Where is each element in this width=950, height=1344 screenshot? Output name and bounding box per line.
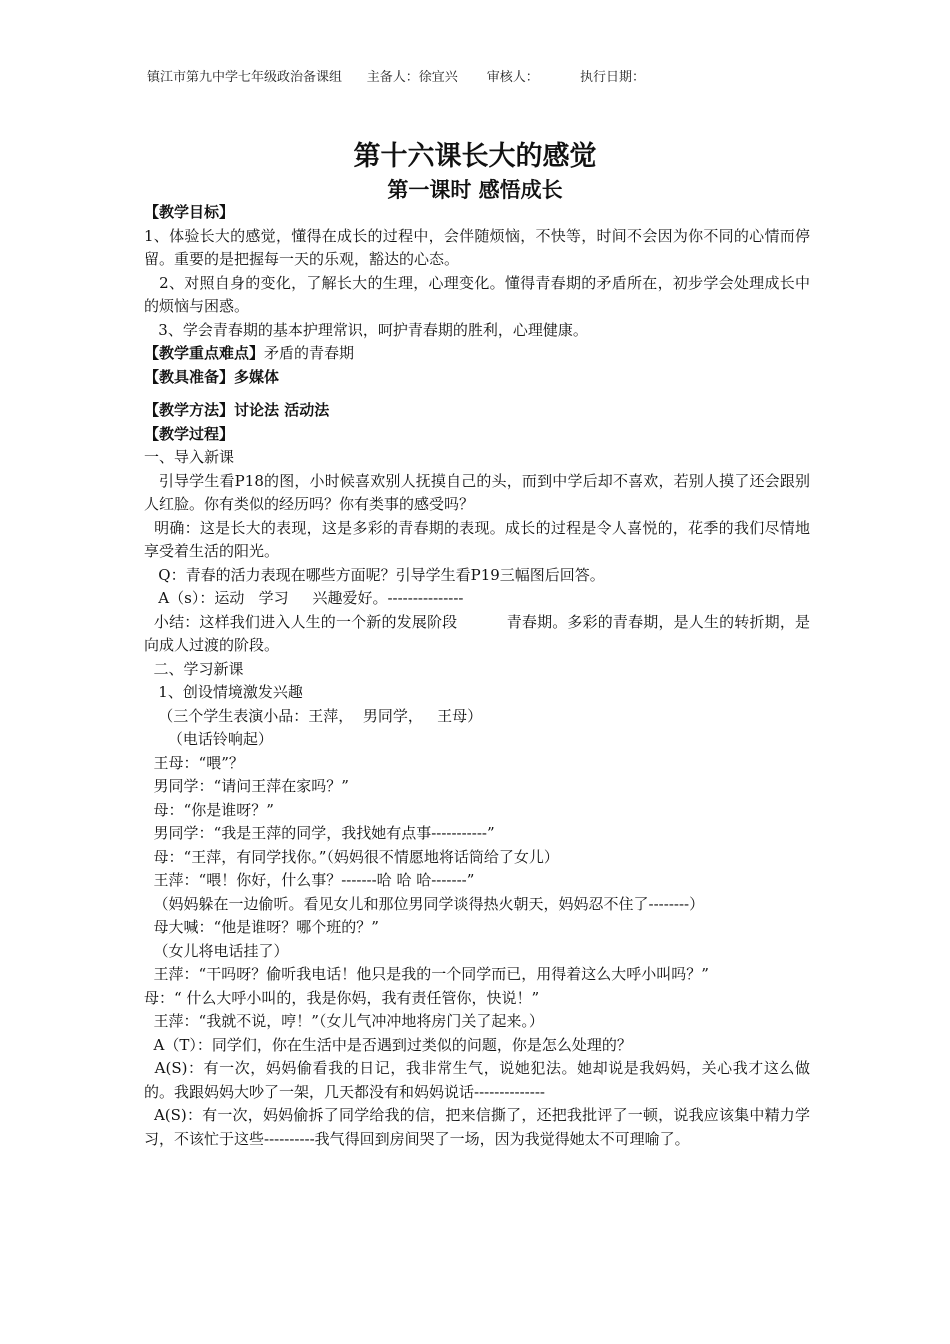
skit-intro: （三个学生表演小品：王萍， 男同学， 王母）: [144, 706, 483, 725]
dialogue-line: 母：“你是谁呀？”: [144, 800, 274, 819]
methods-line: 【教学方法】讨论法 活动法: [144, 401, 330, 419]
dialogue-line: 男同学：“我是王萍的同学，我找她有点事-----------”: [144, 824, 495, 842]
section-2-heading: 二、学习新课: [144, 659, 244, 678]
lesson-body: [144, 201, 810, 1151]
process-heading: 【教学过程】: [144, 424, 235, 443]
spacer: [144, 389, 810, 399]
student-answer: A(S)：有一次，妈妈偷看我的日记，我非常生气，说她犯法。她却说是我妈妈，关心我才这么做的。我跟妈妈大吵了一架，几天都没有和妈妈说话--------------: [144, 1059, 810, 1101]
dialogue-line: 王萍：“喂！你好，什么事？-------哈 哈 哈-------”: [144, 871, 475, 889]
lesson-title: 第十六课长大的感觉: [353, 141, 597, 172]
dialogue-line: （女儿将电话挂了）: [144, 941, 289, 960]
intro-paragraph: 引导学生看P18的图，小时候喜欢别人抚摸自己的头，而到中学后却不喜欢，若别人摸了还会跟别人红脸。你有类似的经历吗？你有类事的感受吗？: [144, 471, 811, 513]
dialogue-line: （妈妈躲在一边偷听。看见女儿和那位男同学谈得热火朝天，妈妈忍不住了--------）: [144, 894, 705, 913]
teacher-question: A（T）：同学们，你在生活中是否遇到过类似的问题，你是怎么处理的？: [144, 1035, 632, 1054]
student-answer: A(S)：有一次，妈妈偷拆了同学给我的信，把来信撕了，还把我批评了一顿，说我应该集中精力学习，不该忙于这些----------我气得回到房间哭了一场，因为我觉得她太不可理喻了。: [144, 1106, 810, 1148]
dialogue-line: 王萍：“干吗呀？偷听我电话！他只是我的一个同学而已，用得着这么大呼小叫吗？”: [144, 965, 709, 983]
question-line: Q：青春的活力表现在哪些方面呢？引导学生看P19三幅图后回答。: [144, 565, 605, 584]
subsection-1-heading: 1、创设情境激发兴趣: [144, 683, 303, 701]
goal-2: 2、对照自身的变化，了解长大的生理，心理变化。懂得青春期的矛盾所在，初步学会处理成长中的烦恼与困惑。: [144, 273, 810, 315]
dialogue-line: 母：“ 什么大呼小叫的，我是你妈，我有责任管你，快说！”: [144, 988, 540, 1007]
goal-1: 1、体验长大的感觉，懂得在成长的过程中，会伴随烦恼，不快等，时间不会因为你不同的心情而停留。重要的是把握每一天的乐观，豁达的心态。: [144, 226, 810, 268]
focus-line: [144, 342, 810, 366]
focus-heading: 【教学重点难点】: [144, 344, 265, 362]
lesson-subtitle: 第一课时 感悟成长: [387, 178, 563, 202]
dialogue-line: 母：“王萍，有同学找你。”（妈妈很不情愿地将话筒给了女儿）: [144, 847, 559, 866]
goal-3: 3、学会青春期的基本护理常识，呵护青春期的胜利，心理健康。: [144, 320, 588, 339]
dialogue-line: 王萍：“我就不说，哼！”（女儿气冲冲地将房门关了起来。）: [144, 1012, 544, 1030]
focus-text: 矛盾的青春期: [264, 344, 355, 362]
section-1-heading: 一、导入新课: [144, 448, 235, 466]
clarify-paragraph: 明确：这是长大的表现，这是多彩的青春期的表现。成长的过程是令人喜悦的，花季的我们尽情地享受着生活的阳光。: [144, 518, 810, 560]
tools-line: 【教具准备】多媒体: [144, 367, 280, 386]
page-header: 镇江市第九中学七年级政治备课组 主备人：徐宜兴 审核人： 执行日期：: [147, 70, 646, 85]
goals-heading: 【教学目标】: [144, 203, 235, 221]
summary-paragraph: 小结：这样我们进入人生的一个新的发展阶段 青春期。多彩的青春期，是人生的转折期，是向成人过渡的阶段。: [144, 612, 810, 654]
answer-line: A（s）：运动 学习 兴趣爱好。---------------: [144, 589, 464, 607]
dialogue-line: 男同学：“请问王萍在家吗？”: [144, 777, 349, 795]
dialogue-line: 王母：“喂”？: [144, 753, 244, 772]
phone-ring: （电话铃响起）: [144, 730, 273, 748]
dialogue-line: 母大喊：“他是谁呀？哪个班的？”: [144, 918, 379, 936]
